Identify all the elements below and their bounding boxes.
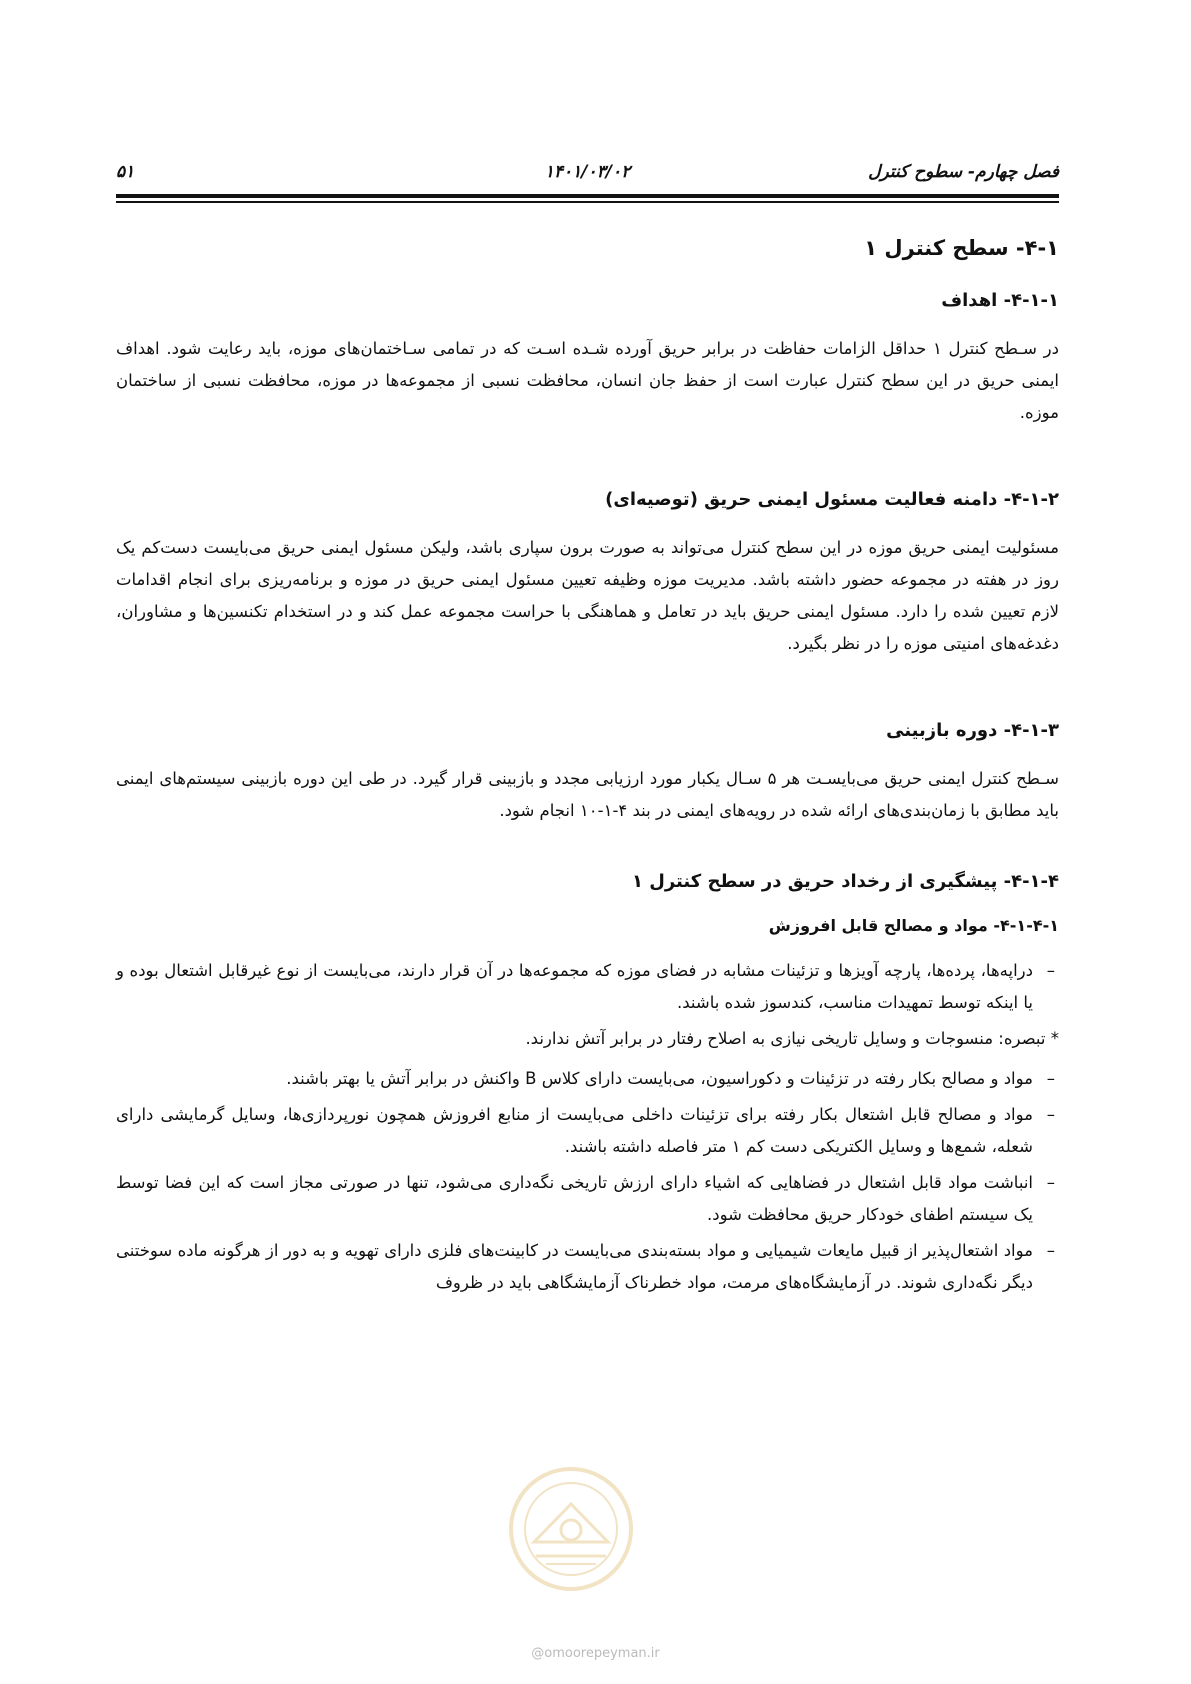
subsection-heading-scope: ۴-۱-۲- دامنه فعالیت مسئول ایمنی حریق (توصیه‌ای) <box>605 489 1059 510</box>
paragraph-objectives: در سـطح کنترل ۱ حداقل الزامات حفاظت در برابر حریق آورده شـده اسـت که در تمامی سـاختمان‌های موزه، باید رعایت شود. اهداف ایمنی حریق در این سطح کنترل عبارت است از حفظ جان انسان، محافظت نسبی از مجموعه‌ها در موزه، محافظت نسبی از ساختمان موزه. <box>116 339 1059 422</box>
list-item: – انباشت مواد قابل اشتعال در فضاهایی که اشیاء دارای ارزش تاریخی نگه‌داری می‌شود، تنها در صورتی مجاز است که این فضا توسط یک سیستم اطفای خودکار حریق محافظت شود. <box>116 1167 1059 1231</box>
running-header <box>116 162 1059 192</box>
list-item: – دراپه‌ها، پرده‌ها، پارچه آویزها و تزئینات مشابه در فضای موزه که مجموعه‌ها در آن قرار دارند، می‌بایست از نوع غیرقابل اشتعال بوده و یا اینکه توسط تمهیدات مناسب، کندسوز شده باشند. <box>116 955 1059 1019</box>
subsection-heading-prevention: ۴-۱-۴- پیشگیری از رخداد حریق در سطح کنترل ۱ <box>631 871 1059 892</box>
watermark-url: @omoorepeyman.ir <box>531 1646 660 1661</box>
paragraph-review: سـطح کنترل ایمنی حریق می‌بایسـت هر ۵ سـال یکبار مورد ارزیابی مجدد و بازبینی قرار گیرد. در طی این دوره بازبینی سیستم‌های ایمنی باید مطابق با زمان‌بندی‌های ارائه شده در رویه‌های ایمنی در بند ۴-۱-۱۰ انجام شود. <box>116 769 1060 820</box>
header-page-number: ۵۱ <box>116 162 135 182</box>
list-item: – مواد اشتعال‌پذیر از قبیل مایعات شیمیایی و مواد بسته‌بندی می‌بایست در کابینت‌های فلزی دارای تهویه و به دور از هرگونه ماده سوختنی دیگر نگه‌داری شوند. در آزمایشگاه‌های مرمت، مواد خطرناک آزمایشگاهی باید در ظروف <box>116 1235 1059 1299</box>
header-rule-thin <box>116 201 1059 203</box>
watermark-logo-icon <box>506 1464 636 1594</box>
subsection-heading-review: ۴-۱-۳- دوره بازبینی <box>886 720 1059 741</box>
section-heading: ۴-۱- سطح کنترل ۱ <box>864 236 1059 260</box>
header-chapter-title: فصل چهارم- سطوح کنترل <box>868 162 1059 182</box>
list-item: – مواد و مصالح قابل اشتعال بکار رفته برای تزئینات داخلی می‌بایست از منابع افروزش همچون نورپردازی‌ها، وسایل گرمایشی دارای شعله، شمع‌ها و وسایل الکتریکی دست کم ۱ متر فاصله داشته باشند. <box>116 1099 1059 1163</box>
header-date: ۱۴۰۱/۰۳/۰۲ <box>544 162 631 182</box>
paragraph-scope: مسئولیت ایمنی حریق موزه در این سطح کنترل می‌تواند به صورت برون سپاری باشد، ولیکن مسئول ایمنی حریق می‌بایست دست‌کم یک روز در هفته در مجموعه حضور داشته باشد. مدیریت موزه وظیفه تعیین مسئول ایمنی حریق در موزه و برنامه‌ریزی برای انجام اقدامات لازم تعیین شده را دارد. مسئول ایمنی حریق باید در تعامل و هماهنگی با حراست مجموعه عمل کند و در استخدام تکنسین‌ها و مشاوران، دغدغه‌های امنیتی موزه را در نظر بگیرد. <box>116 538 1059 653</box>
subsection-heading-objectives: ۴-۱-۱- اهداف <box>941 290 1059 311</box>
header-rule-thick <box>116 194 1059 198</box>
subsubsection-heading-materials: ۴-۱-۴-۱- مواد و مصالح قابل افروزش <box>768 916 1059 935</box>
note-text: * تبصره: منسوجات و وسایل تاریخی نیازی به اصلاح رفتار در برابر آتش ندارند. <box>525 1029 1059 1048</box>
materials-list <box>116 955 1059 1019</box>
page-content <box>116 222 1059 1303</box>
list-item: – مواد و مصالح بکار رفته در تزئینات و دکوراسیون، می‌بایست دارای کلاس B واکنش در برابر آتش یا بهتر باشند. <box>116 1063 1059 1095</box>
materials-list-continued <box>116 1063 1059 1299</box>
